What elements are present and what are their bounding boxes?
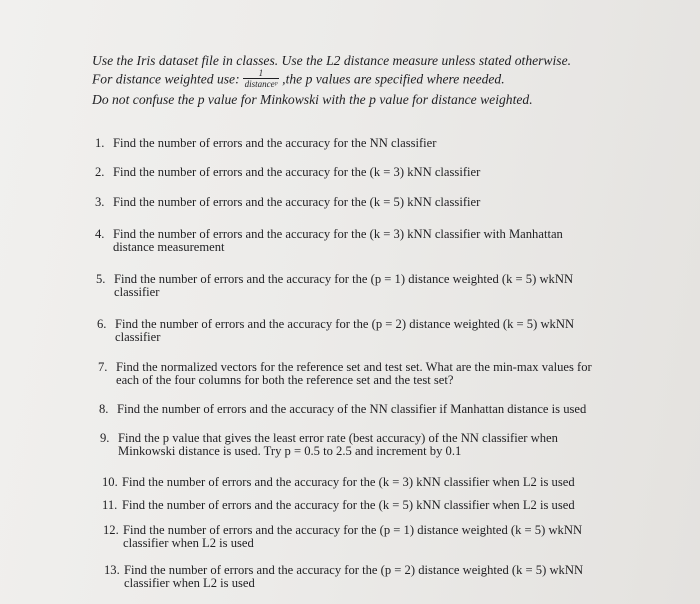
question-number: 3.	[95, 195, 105, 209]
question-item	[99, 403, 609, 416]
question-number: 6.	[97, 317, 107, 331]
question-text: Find the number of errors and the accuracy of the NN classifier if Manhattan distance is used	[117, 402, 587, 416]
question-number: 4.	[95, 227, 105, 241]
instruction-line-2-prefix: For distance weighted use:	[92, 71, 240, 87]
instruction-line-2-suffix: ,the p values are specified where needed.	[282, 71, 505, 87]
question-item	[95, 166, 605, 179]
question-item	[103, 524, 613, 550]
question-number: 5.	[96, 272, 106, 286]
question-text: Find the number of errors and the accuracy for the (k = 3) kNN classifier with Manhattan distance measurement	[113, 227, 563, 254]
instruction-line-1: Use the Iris dataset file in classes. Use the L2 distance measure unless stated otherwise.	[92, 53, 572, 68]
question-number: 13.	[104, 563, 120, 577]
question-item	[100, 432, 610, 458]
question-number: 8.	[99, 402, 109, 416]
question-number: 1.	[95, 136, 105, 150]
question-text: Find the number of errors and the accuracy for the (p = 1) distance weighted (k = 5) wkNN classifier when L2 is used	[123, 523, 583, 550]
question-number: 7.	[98, 360, 108, 374]
question-item	[95, 228, 605, 254]
question-text: Find the number of errors and the accuracy for the NN classifier	[113, 136, 437, 150]
question-text: Find the number of errors and the accuracy for the (k = 5) kNN classifier	[113, 195, 481, 209]
question-text: Find the number of errors and the accuracy for the (p = 1) distance weighted (k = 5) wkNN classifier	[114, 272, 574, 299]
question-item	[102, 499, 612, 512]
instruction-line-2	[92, 70, 652, 91]
question-text: Find the number of errors and the accuracy for the (k = 5) kNN classifier when L2 is used	[122, 498, 575, 512]
question-item	[96, 273, 606, 299]
question-text: Find the p value that gives the least error rate (best accuracy) of the NN classifier when Minkowski distance is used. Try p = 0.5 to 2.5 and increment by 0.1	[118, 431, 558, 458]
question-text: Find the number of errors and the accuracy for the (k = 3) kNN classifier when L2 is used	[122, 475, 575, 489]
question-number: 12.	[103, 523, 119, 537]
question-item	[104, 564, 614, 590]
question-number: 2.	[95, 165, 105, 179]
weight-fraction	[243, 68, 280, 89]
question-text: Find the number of errors and the accuracy for the (p = 2) distance weighted (k = 5) wkNN classifier when L2 is used	[124, 563, 584, 590]
question-item	[102, 476, 612, 489]
question-number: 9.	[100, 431, 110, 445]
instruction-line-3: Do not confuse the p value for Minkowski with the p value for distance weighted.	[92, 92, 533, 107]
question-item	[97, 318, 607, 344]
question-text: Find the number of errors and the accuracy for the (k = 3) kNN classifier	[113, 165, 481, 179]
question-text: Find the number of errors and the accuracy for the (p = 2) distance weighted (k = 5) wkNN classifier	[115, 317, 575, 344]
fraction-numerator: 1	[243, 68, 280, 79]
question-item	[95, 137, 605, 150]
question-item	[98, 361, 608, 387]
fraction-denominator: distanceᵖ	[244, 79, 278, 89]
instructions	[92, 52, 652, 109]
question-number: 11.	[102, 498, 118, 512]
question-item	[95, 196, 605, 209]
question-text: Find the normalized vectors for the reference set and test set. What are the min-max values for each of the four columns for both the reference set and the test set?	[116, 360, 592, 387]
question-number: 10.	[102, 475, 118, 489]
